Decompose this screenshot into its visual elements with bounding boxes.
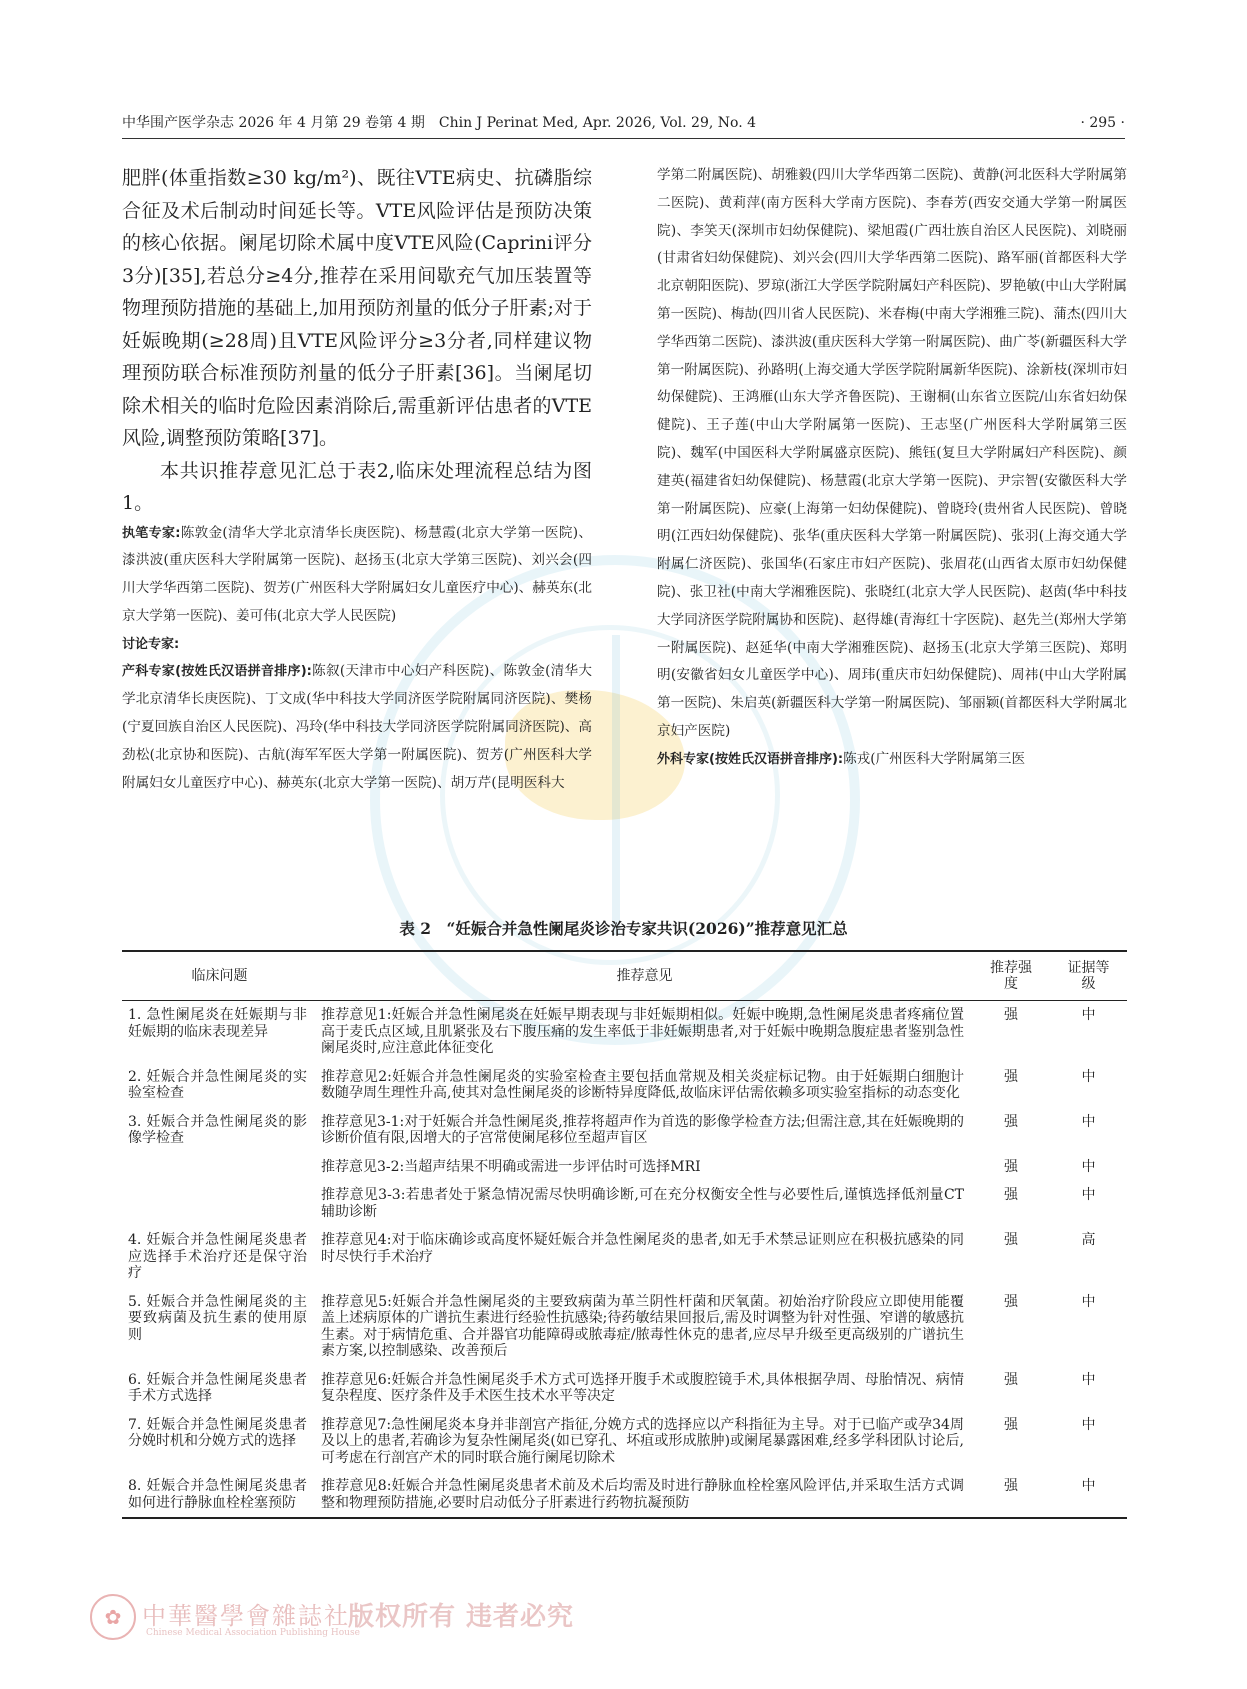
obstetric-list: 陈叙(天津市中心妇产科医院)、陈敦金(清华大学北京清华长庚医院)、丁文成(华中科技大学同济医学院附属同济医院)、樊杨(宁夏回族自治区人民医院)、冯玲(华中科技大学同济医学院附属同济医院)、高劲松(北京协和医院)、古航(海军军医大学第一附属医院)、贺芳(广州医科大学附属妇女儿童医疗中心)、赫英东(北京大学第一医院)、胡万芹(昆明医科大 xyxy=(122,663,592,791)
copyright-slogan: 版权所有 违者必究 xyxy=(348,1602,575,1632)
cell-evidence: 中 xyxy=(1081,1371,1096,1388)
table-row xyxy=(122,1153,1127,1182)
discussion-experts-heading xyxy=(122,631,592,659)
cell-recommendation: 推荐意见8:妊娠合并急性阑尾炎患者术前及术后均需及时进行静脉血栓栓塞风险评估,并采取生活方式调整和物理预防措施,必要时启动低分子肝素进行药物抗凝预防 xyxy=(321,1478,964,1511)
cell-problem: 8. 妊娠合并急性阑尾炎患者如何进行静脉血栓栓塞预防 xyxy=(128,1478,307,1511)
obstetric-experts-continued: 学第二附属医院)、胡雅毅(四川大学华西第二医院)、黄静(河北医科大学附属第二医院)、黄莉萍(南方医科大学南方医院)、李春芳(西安交通大学第一附属医院)、李笑天(深圳市妇幼保健院)、梁旭霞(广西壮族自治区人民医院)、刘晓丽(甘肃省妇幼保健院)、刘兴会(四川大学华西第二医院)、路军丽(首都医科大学北京朝阳医院)、罗琼(浙江大学医学院附属妇产科医院)、罗艳敏(中山大学附属第一医院)、梅劼(四川省人民医院)、米春梅(中南大学湘雅三院)、蒲杰(四川大学华西第二医院)、漆洪波(重庆医科大学第一附属医院)、曲广苓(新疆医科大学第一附属医院)、孙路明(上海交通大学医学院附属新华医院)、涂新枝(深圳市妇幼保健院)、王鸿雁(山东大学齐鲁医院)、王谢桐(山东省立医院/山东省妇幼保健院)、王子莲(中山大学附属第一医院)、王志坚(广州医科大学附属第三医院)、魏军(中国医科大学附属盛京医院)、熊钰(复旦大学附属妇产科医院)、颜建英(福建省妇幼保健院)、杨慧霞(北京大学第一医院)、尹宗智(安徽医科大学第一附属医院)、应豪(上海第一妇幼保健院)、曾晓玲(贵州省人民医院)、曾晓明(江西妇幼保健院)、张华(重庆医科大学第一附属医院)、张羽(上海交通大学附属仁济医院)、张国华(石家庄市妇产医院)、张眉花(山西省太原市妇幼保健院)、张卫社(中南大学湘雅医院)、张晓红(北京大学人民医院)、赵茵(华中科技大学同济医学院附属协和医院)、赵得雄(青海红十字医院)、赵先兰(郑州大学第一附属医院)、赵延华(中南大学湘雅医院)、赵扬玉(北京大学第三医院)、郑明明(安徽省妇女儿童医学中心)、周玮(重庆市妇幼保健院)、周祎(中山大学附属第一医院)、朱启英(新疆医科大学第一附属医院)、邹丽颖(首都医科大学附属北京妇产医院) xyxy=(657,167,1127,739)
cell-problem: 1. 急性阑尾炎在妊娠期与非妊娠期的临床表现差异 xyxy=(128,1007,307,1040)
cell-problem: 6. 妊娠合并急性阑尾炎患者手术方式选择 xyxy=(128,1371,307,1404)
header-problem: 临床问题 xyxy=(122,952,317,1001)
cell-recommendation: 推荐意见3-2:当超声结果不明确或需进一步评估时可选择MRI xyxy=(321,1158,701,1175)
obstetric-label: 产科专家(按姓氏汉语拼音排序): xyxy=(122,664,312,680)
paragraph-vte-risk: 肥胖(体重指数≥30 kg/m²)、既往VTE病史、抗磷脂综合征及术后制动时间延长等。VTE风险评估是预防决策的核心依据。阑尾切除术属中度VTE风险(Caprini评分3分)[35],若总分≥4分,推荐在采用间歇充气加压装置等物理预防措施的基础上,加用预防剂量的低分子肝素;对于妊娠晚期(≥28周)且VTE风险评分≥3分者,同样建议物理预防联合标准预防剂量的低分子肝素[36]。当阑尾切除术相关的临时危险因素消除后,需重新评估患者的VTE风险,调整预防策略[37]。 xyxy=(122,167,592,449)
publisher-name-en: Chinese Medical Association Publishing House xyxy=(146,1628,360,1638)
cell-problem: 5. 妊娠合并急性阑尾炎的主要致病菌及抗生素的使用原则 xyxy=(128,1293,307,1343)
cell-evidence: 中 xyxy=(1081,1293,1096,1310)
header-evidence: 证据等级 xyxy=(1050,952,1127,1001)
table-row xyxy=(122,1288,1127,1366)
cell-strength: 强 xyxy=(1004,1478,1018,1494)
publisher-watermark xyxy=(90,1590,575,1650)
cell-problem: 2. 妊娠合并急性阑尾炎的实验室检查 xyxy=(128,1068,307,1101)
recommendation-table xyxy=(122,950,1127,1519)
cell-strength: 强 xyxy=(1004,1232,1018,1248)
table-row xyxy=(122,1001,1127,1063)
cell-strength: 强 xyxy=(1004,1371,1018,1388)
cell-evidence: 中 xyxy=(1081,1478,1096,1494)
cell-problem: 7. 妊娠合并急性阑尾炎患者分娩时机和分娩方式的选择 xyxy=(128,1416,307,1449)
journal-citation: 中华围产医学杂志 2026 年 4 月第 29 卷第 4 期 Chin J Perinat Med, Apr. 2026, Vol. 29, No. 4 xyxy=(122,115,757,131)
writing-experts xyxy=(122,520,592,631)
cell-evidence: 中 xyxy=(1081,1007,1096,1023)
running-header xyxy=(122,112,1125,139)
surgery-label: 外科专家(按姓氏汉语拼音排序): xyxy=(657,751,844,767)
header-recommendation: 推荐意见 xyxy=(317,952,972,1001)
table-row xyxy=(122,1366,1127,1411)
cell-recommendation: 推荐意见2:妊娠合并急性阑尾炎的实验室检查主要包括血常规及相关炎症标记物。由于妊娠期白细胞计数随孕周生理性升高,使其对急性阑尾炎的诊断特异度降低,故临床评估需依赖多项实验室指标的动态变化 xyxy=(321,1068,964,1101)
cell-strength: 强 xyxy=(1004,1158,1018,1175)
cell-recommendation: 推荐意见6:妊娠合并急性阑尾炎手术方式可选择开腹手术或腹腔镜手术,具体根据孕周、母胎情况、病情复杂程度、医疗条件及手术医生技术水平等决定 xyxy=(321,1371,964,1404)
left-column xyxy=(122,162,592,907)
cell-strength: 强 xyxy=(1004,1187,1018,1203)
cell-evidence: 高 xyxy=(1081,1232,1096,1248)
table-row xyxy=(122,1181,1127,1226)
table-title: 表 2 “妊娠合并急性阑尾炎诊治专家共识(2026)”推荐意见汇总 xyxy=(399,919,848,938)
table-row xyxy=(122,1108,1127,1153)
cell-recommendation: 推荐意见4:对于临床确诊或高度怀疑妊娠合并急性阑尾炎的患者,如无手术禁忌证则应在积极抗感染的同时尽快行手术治疗 xyxy=(321,1232,964,1265)
right-column xyxy=(657,162,1127,907)
obstetric-experts xyxy=(122,658,592,797)
cell-evidence: 中 xyxy=(1081,1187,1096,1203)
surgery-experts xyxy=(657,746,1127,774)
cell-evidence: 中 xyxy=(1081,1416,1096,1433)
cell-problem: 3. 妊娠合并急性阑尾炎的影像学检查 xyxy=(128,1113,307,1146)
cell-problem: 4. 妊娠合并急性阑尾炎患者应选择手术治疗还是保守治疗 xyxy=(128,1232,307,1281)
header-strength: 推荐强度 xyxy=(972,952,1050,1001)
discussion-label: 讨论专家: xyxy=(122,636,180,652)
table-header-row xyxy=(122,952,1127,1001)
cell-recommendation: 推荐意见5:妊娠合并急性阑尾炎的主要致病菌为革兰阴性杆菌和厌氧菌。初始治疗阶段应立即使用能覆盖上述病原体的广谱抗生素进行经验性抗感染;待药敏结果回报后,需及时调整为针对性强、窄谱的敏感抗生素。对于病情危重、合并器官功能障碍或脓毒症/脓毒性休克的患者,应尽早升级至更高级别的广谱抗生素方案,以控制感染、改善预后 xyxy=(321,1293,964,1359)
cell-strength: 强 xyxy=(1004,1113,1018,1130)
cma-logo-icon: ✿ xyxy=(90,1594,136,1640)
surgery-list: 陈戎(广州医科大学附属第三医 xyxy=(843,750,1026,767)
writers-list: 陈敦金(清华大学北京清华长庚医院)、杨慧霞(北京大学第一医院)、漆洪波(重庆医科大学附属第一医院)、赵扬玉(北京大学第三医院)、刘兴会(四川大学华西第二医院)、贺芳(广州医科大学附属妇女儿童医疗中心)、赫英东(北京大学第一医院)、姜可伟(北京大学人民医院) xyxy=(122,524,592,624)
cell-problem xyxy=(122,1153,317,1182)
cell-strength: 强 xyxy=(1004,1007,1018,1023)
cell-recommendation: 推荐意见3-3:若患者处于紧急情况需尽快明确诊断,可在充分权衡安全性与必要性后,谨慎选择低剂量CT辅助诊断 xyxy=(321,1187,964,1220)
page-number: · 295 · xyxy=(1080,115,1125,131)
cell-recommendation: 推荐意见1:妊娠合并急性阑尾炎在妊娠早期表现与非妊娠期相似。妊娠中晚期,急性阑尾炎患者疼痛位置高于麦氏点区域,且肌紧张及右下腹压痛的发生率低于非妊娠期患者,对于妊娠中晚期急腹症患者鉴别急性阑尾炎时,应注意此体征变化 xyxy=(321,1007,964,1056)
table-row xyxy=(122,1472,1127,1517)
table-row xyxy=(122,1063,1127,1108)
table-row xyxy=(122,1411,1127,1473)
cell-recommendation: 推荐意见3-1:对于妊娠合并急性阑尾炎,推荐将超声作为首选的影像学检查方法;但需注意,其在妊娠晚期的诊断价值有限,因增大的子宫常使阑尾移位至超声盲区 xyxy=(321,1113,964,1146)
cell-strength: 强 xyxy=(1004,1068,1018,1085)
cell-strength: 强 xyxy=(1004,1416,1018,1433)
cell-evidence: 中 xyxy=(1081,1113,1096,1130)
cell-evidence: 中 xyxy=(1081,1068,1096,1085)
publisher-name: 中華醫學會雜誌社 xyxy=(142,1602,350,1630)
cell-recommendation: 推荐意见7:急性阑尾炎本身并非剖宫产指征,分娩方式的选择应以产科指征为主导。对于已临产或孕34周及以上的患者,若确诊为复杂性阑尾炎(如已穿孔、坏疽或形成脓肿)或阑尾暴露困难,经多学科团队讨论后,可考虑在行剖宫产术的同时联合施行阑尾切除术 xyxy=(321,1416,964,1466)
cell-evidence: 中 xyxy=(1081,1158,1096,1175)
table-row xyxy=(122,1226,1127,1288)
writers-label: 执笔专家: xyxy=(122,525,181,541)
cell-problem xyxy=(122,1181,317,1226)
paragraph-summary: 本共识推荐意见汇总于表2,临床处理流程总结为图1。 xyxy=(122,459,592,514)
cell-strength: 强 xyxy=(1004,1293,1018,1310)
